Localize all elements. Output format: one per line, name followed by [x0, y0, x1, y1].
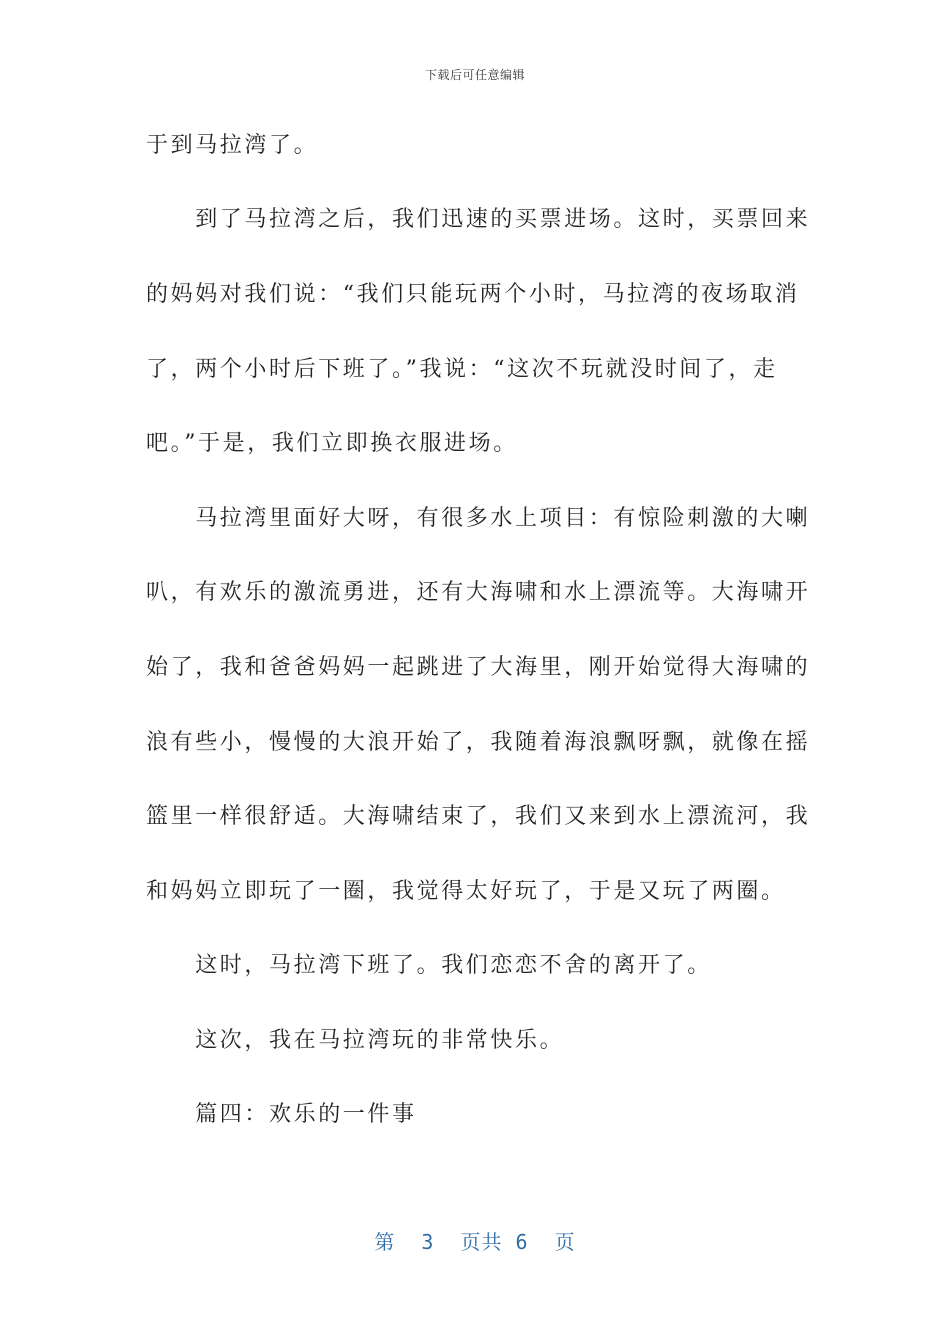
text-line: 的妈妈对我们说：“我们只能玩两个小时，马拉湾的夜场取消: [146, 282, 800, 307]
text-line: 了，两个小时后下班了。”我说：“这次不玩就没时间了，走: [146, 357, 778, 382]
text-line: 马拉湾里面好大呀，有很多水上项目：有惊险刺激的大喇: [146, 506, 811, 531]
page-number-footer: 第 3 页共 6 页: [374, 1230, 576, 1254]
text-line: 吧。”于是，我们立即换衣服进场。: [146, 431, 518, 456]
text-line: 这时，马拉湾下班了。我们恋恋不舍的离开了。: [146, 953, 712, 978]
section-heading: 篇四：欢乐的一件事: [146, 1102, 417, 1127]
text-line: 篮里一样很舒适。大海啸结束了，我们又来到水上漂流河，我: [146, 804, 811, 829]
text-line: 始了，我和爸爸妈妈一起跳进了大海里，刚开始觉得大海啸的: [146, 655, 811, 680]
page-header: 下载后可任意编辑: [424, 68, 525, 82]
text-line: 叭，有欢乐的激流勇进，还有大海啸和水上漂流等。大海啸开: [146, 580, 811, 605]
text-line: 这次，我在马拉湾玩的非常快乐。: [146, 1028, 565, 1053]
text-line: 和妈妈立即玩了一圈，我觉得太好玩了，于是又玩了两圈。: [146, 879, 786, 904]
text-line: 到了马拉湾之后，我们迅速的买票进场。这时，买票回来: [146, 207, 811, 232]
text-line: 于到马拉湾了。: [146, 133, 319, 158]
text-line: 浪有些小，慢慢的大浪开始了，我随着海浪飘呀飘，就像在摇: [146, 730, 811, 755]
